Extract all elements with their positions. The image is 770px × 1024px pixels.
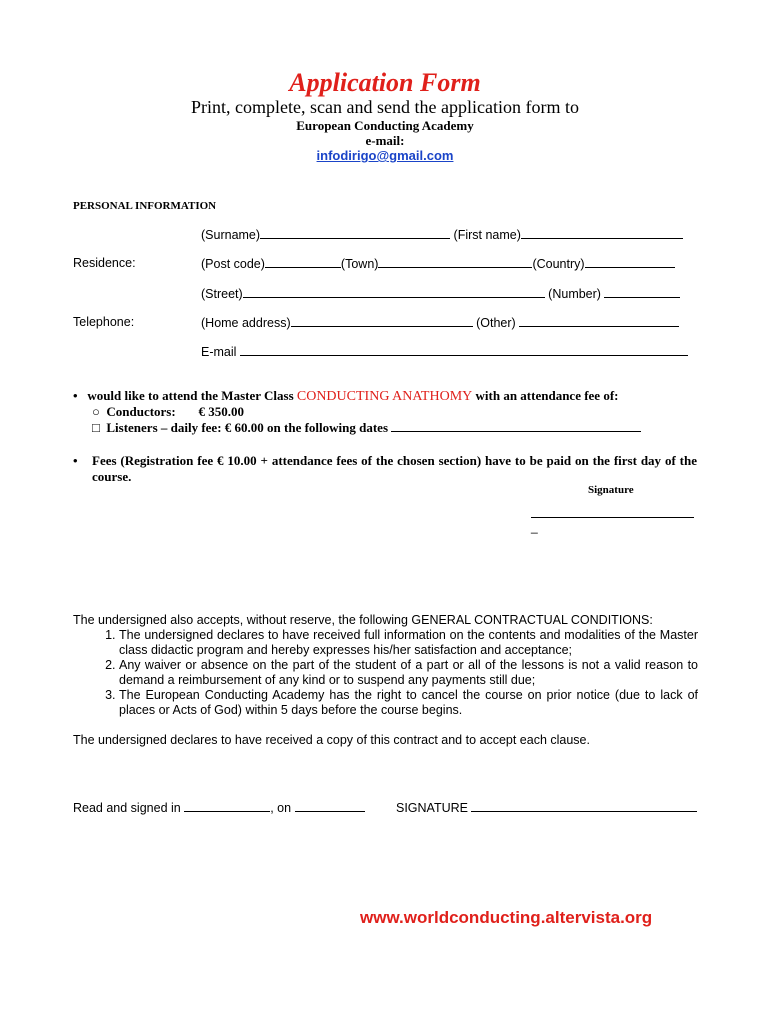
town-input[interactable] xyxy=(378,256,532,268)
residence-row xyxy=(201,256,675,271)
number-input[interactable] xyxy=(604,286,680,298)
home-address-input[interactable] xyxy=(291,315,473,327)
date-input[interactable] xyxy=(295,800,365,812)
email-input[interactable] xyxy=(240,344,688,356)
surname-row xyxy=(201,227,683,242)
telephone-label: Telephone: xyxy=(73,315,135,329)
email-link-wrap xyxy=(0,148,770,163)
other-input[interactable] xyxy=(519,315,679,327)
first-name-label: (First name) xyxy=(453,228,521,242)
email-field-label: E-mail xyxy=(201,345,237,359)
email-link[interactable]: infodirigo@gmail.com xyxy=(316,148,454,163)
square-option-icon[interactable]: □ xyxy=(92,420,100,435)
read-signed-label: Read and signed in xyxy=(73,801,181,815)
academy-name: European Conducting Academy xyxy=(296,118,474,133)
listeners-label: Listeners – daily fee: € 60.00 on the following dates xyxy=(106,420,389,435)
conductors-label: Conductors: xyxy=(106,404,176,419)
surname-input[interactable] xyxy=(260,227,450,239)
country-input[interactable] xyxy=(585,256,675,268)
listeners-dates-input[interactable] xyxy=(391,421,641,432)
first-name-input[interactable] xyxy=(521,227,683,239)
contract-item: 1. The undersigned declares to have received full information on the contents and modalities of the Master class didactic program and hereby expresses his/her satisfaction and acceptance; xyxy=(119,628,698,658)
conductors-fee: € 350.00 xyxy=(198,404,244,419)
post-code-input[interactable] xyxy=(265,256,341,268)
contract-list xyxy=(73,628,698,718)
signature-label: Signature xyxy=(588,484,634,496)
other-label: (Other) xyxy=(476,316,516,330)
street-row xyxy=(201,286,680,301)
course-name: CONDUCTING ANATHOMY xyxy=(296,389,473,404)
contract-item: 3. The European Conducting Academy has the right to cancel the course on prior notice (due to lack of places or Acts of God) within 5 days before the course begins. xyxy=(119,688,698,718)
attendance-line xyxy=(73,388,619,405)
on-label: , on xyxy=(270,801,292,815)
fees-note: Fees (Registration fee € 10.00 + attendance fees of the chosen section) have to be paid on the first day of the course. xyxy=(92,453,697,484)
listeners-option xyxy=(92,420,641,436)
street-input[interactable] xyxy=(243,286,545,298)
residence-label: Residence: xyxy=(73,256,136,270)
final-signature-label: SIGNATURE xyxy=(396,801,468,815)
telephone-row xyxy=(201,315,679,330)
conductors-option xyxy=(92,404,244,420)
final-signature-input[interactable] xyxy=(471,800,697,812)
street-label: (Street) xyxy=(201,287,243,301)
fees-bullet-icon: • xyxy=(73,453,78,468)
subtitle: Print, complete, scan and send the application form to xyxy=(191,97,579,117)
town-label: (Town) xyxy=(340,257,379,271)
bullet-icon: • xyxy=(73,388,78,403)
country-label: (Country) xyxy=(532,257,585,271)
attendance-intro: would like to attend the Master Class xyxy=(87,388,294,403)
surname-label: (Surname) xyxy=(201,228,261,242)
website-link[interactable]: www.worldconducting.altervista.org xyxy=(360,908,653,927)
contract-conditions xyxy=(73,613,698,748)
contract-item: 2. Any waiver or absence on the part of the student of a part or all of the lessons is not a valid reason to demand a reimbursement of any kind or to suspend any payments still due; xyxy=(119,658,698,688)
contract-declaration: The undersigned declares to have received a copy of this contract and to accept each clause. xyxy=(73,733,590,747)
email-row xyxy=(201,344,688,359)
place-input[interactable] xyxy=(184,800,270,812)
section-heading-personal: PERSONAL INFORMATION xyxy=(73,200,217,212)
fee-intro: with an attendance fee of: xyxy=(475,388,619,403)
circle-option-icon[interactable]: ○ xyxy=(92,404,100,419)
signature-dash: _ xyxy=(531,520,538,534)
email-label: e-mail: xyxy=(365,133,405,148)
page-title: Application Form xyxy=(289,68,481,97)
number-label: (Number) xyxy=(548,287,601,301)
signing-row xyxy=(73,800,365,815)
signature-line[interactable] xyxy=(531,507,694,518)
final-signature-row xyxy=(396,800,697,815)
post-code-label: (Post code) xyxy=(201,257,265,271)
contract-intro: The undersigned also accepts, without reserve, the following GENERAL CONTRACTUAL CONDITIONS: xyxy=(73,613,653,627)
home-address-label: (Home address) xyxy=(201,316,291,330)
